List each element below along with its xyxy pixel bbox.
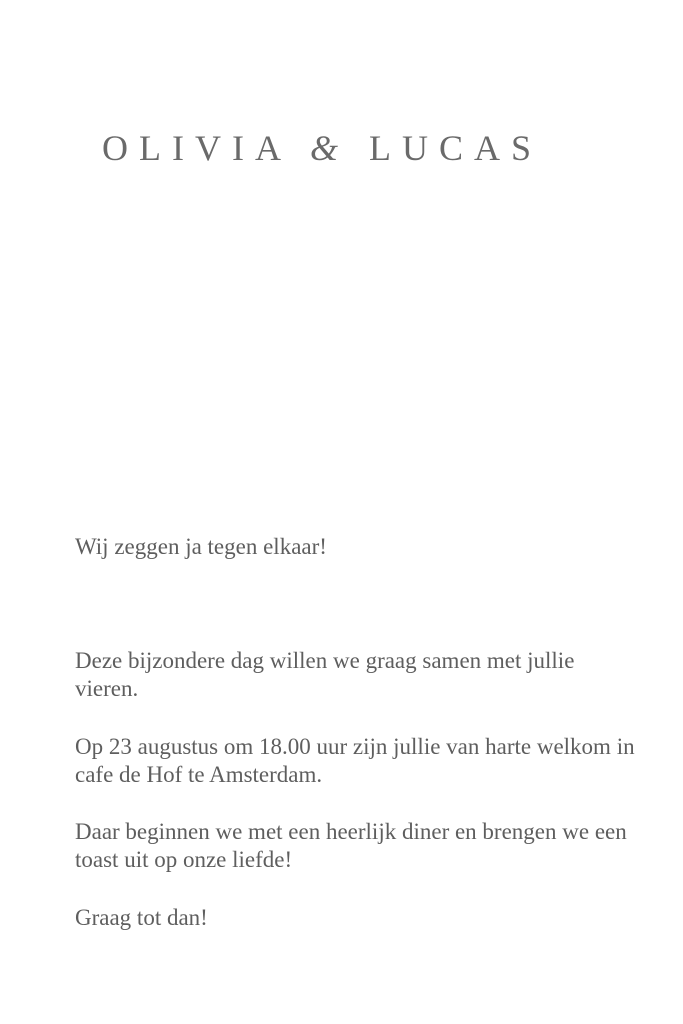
celebration-paragraph: Deze bijzondere dag willen we graag samen met jullie vieren. xyxy=(75,648,575,701)
first-name: OLIVIA xyxy=(102,128,290,168)
second-name: LUCAS xyxy=(369,128,543,168)
date-location-paragraph: Op 23 augustus om 18.00 uur zijn jullie van harte welkom in cafe de Hof te Amsterdam. xyxy=(75,734,635,787)
closing-line: Graag tot dan! xyxy=(75,905,208,930)
ampersand: & xyxy=(309,128,349,168)
invitation-headline: Wij zeggen ja tegen elkaar! xyxy=(75,534,327,559)
couple-names xyxy=(102,126,562,170)
dinner-toast-paragraph: Daar beginnen we met een heerlijk diner en brengen we een toast uit op onze liefde! xyxy=(75,819,627,872)
